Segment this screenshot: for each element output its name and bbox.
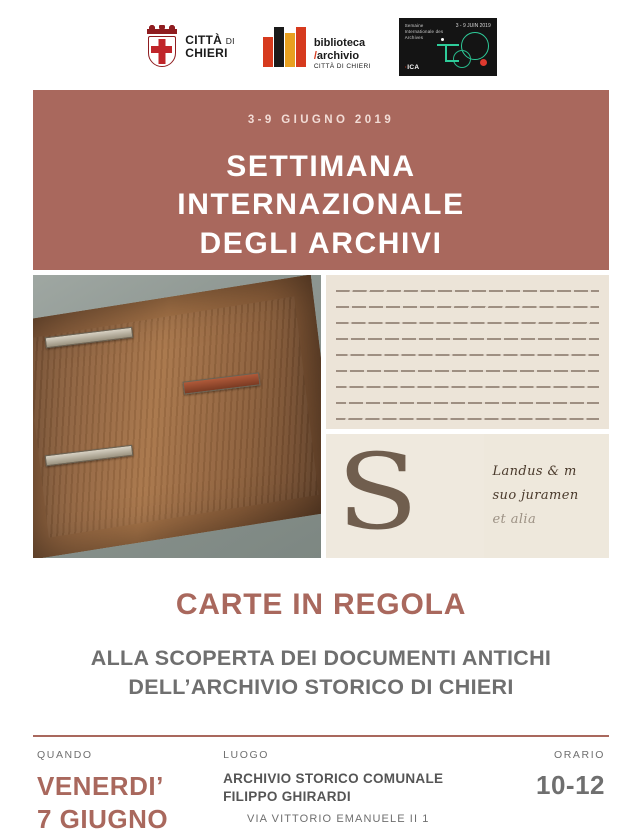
when-day: VENERDI’ xyxy=(37,771,164,801)
antique-book-cover-photo xyxy=(33,275,321,558)
citta-logo-text xyxy=(185,34,235,59)
event-subtitle-line-2: DELL’ARCHIVIO STORICO DI CHIERI xyxy=(128,675,514,700)
banner-title-line-1: SETTIMANA xyxy=(226,150,416,183)
event-subtitle-line-1: ALLA SCOPERTA DEI DOCUMENTI ANTICHI xyxy=(90,646,552,670)
biblioteca-label: biblioteca xyxy=(313,37,366,50)
time-column xyxy=(453,749,609,835)
manuscript-photo-column xyxy=(326,275,609,558)
citta-di-chieri-logo xyxy=(145,25,235,69)
time-label: ORARIO xyxy=(553,749,605,761)
where-name-line-2: FILIPPO GHIRARDI xyxy=(223,789,351,805)
footer-info-bar xyxy=(33,735,609,835)
where-address: VIA VITTORIO EMANUELE II 1 xyxy=(247,813,430,826)
manuscript-word-1: Landus & m xyxy=(492,464,577,479)
handwriting-lines xyxy=(336,283,599,421)
citta-di-label: DI xyxy=(225,36,235,47)
manuscript-detail-row xyxy=(326,434,609,558)
when-label: QUANDO xyxy=(37,749,93,761)
manuscript-word-3: et alia xyxy=(492,512,537,527)
poster-body xyxy=(33,90,609,835)
international-archives-week-logo: Semaine Internationale des Archives 3 - 9 JUIN 2019 ·ICA xyxy=(399,18,497,76)
banner-title-line-3: DEGLI ARCHIVI xyxy=(199,226,443,260)
biblioteca-archivio-logo xyxy=(263,23,371,71)
citta-label: CITTÀ xyxy=(185,33,223,48)
iaw-graphic-icon xyxy=(435,30,493,74)
biblioteca-logo-text xyxy=(314,23,371,71)
when-date: 7 GIUGNO xyxy=(37,803,169,834)
logo-strip xyxy=(0,0,642,90)
book-cover-shape xyxy=(33,275,321,558)
citta-di-chieri-sublabel: CITTÀ DI CHIERI xyxy=(313,63,371,71)
books-icon xyxy=(263,23,309,67)
iaw-date-text: 3 - 9 JUIN 2019 xyxy=(455,23,491,29)
illuminated-initial-glyph: S xyxy=(336,434,419,553)
slash-mark: / xyxy=(313,49,317,62)
medieval-manuscript-photo xyxy=(326,275,609,429)
subtitle-block xyxy=(33,558,609,702)
banner-title-line-2: INTERNAZIONALE xyxy=(177,188,465,222)
photo-mosaic xyxy=(33,275,609,558)
where-label: LUOGO xyxy=(223,749,270,761)
title-banner xyxy=(33,90,609,270)
event-dates: 3-9 GIUGNO 2019 xyxy=(247,114,395,126)
event-title: CARTE IN REGOLA xyxy=(175,588,467,621)
chieri-label: CHIERI xyxy=(185,46,228,60)
shield-icon xyxy=(148,36,176,67)
manuscript-word-2: suo juramen xyxy=(492,488,579,503)
archivio-label: archivio xyxy=(316,49,360,62)
manuscript-detail-photo xyxy=(484,434,609,558)
where-column xyxy=(223,749,453,835)
iaw-title-text: Semaine Internationale des Archives xyxy=(404,23,444,40)
city-crest-icon xyxy=(145,25,179,69)
ica-label: ICA xyxy=(407,64,420,71)
when-column xyxy=(33,749,223,835)
crown-icon xyxy=(147,25,177,34)
where-name-line-1: ARCHIVIO STORICO COMUNALE xyxy=(223,771,444,786)
illuminated-initial-photo xyxy=(326,434,484,558)
time-value: 10-12 xyxy=(535,770,605,800)
